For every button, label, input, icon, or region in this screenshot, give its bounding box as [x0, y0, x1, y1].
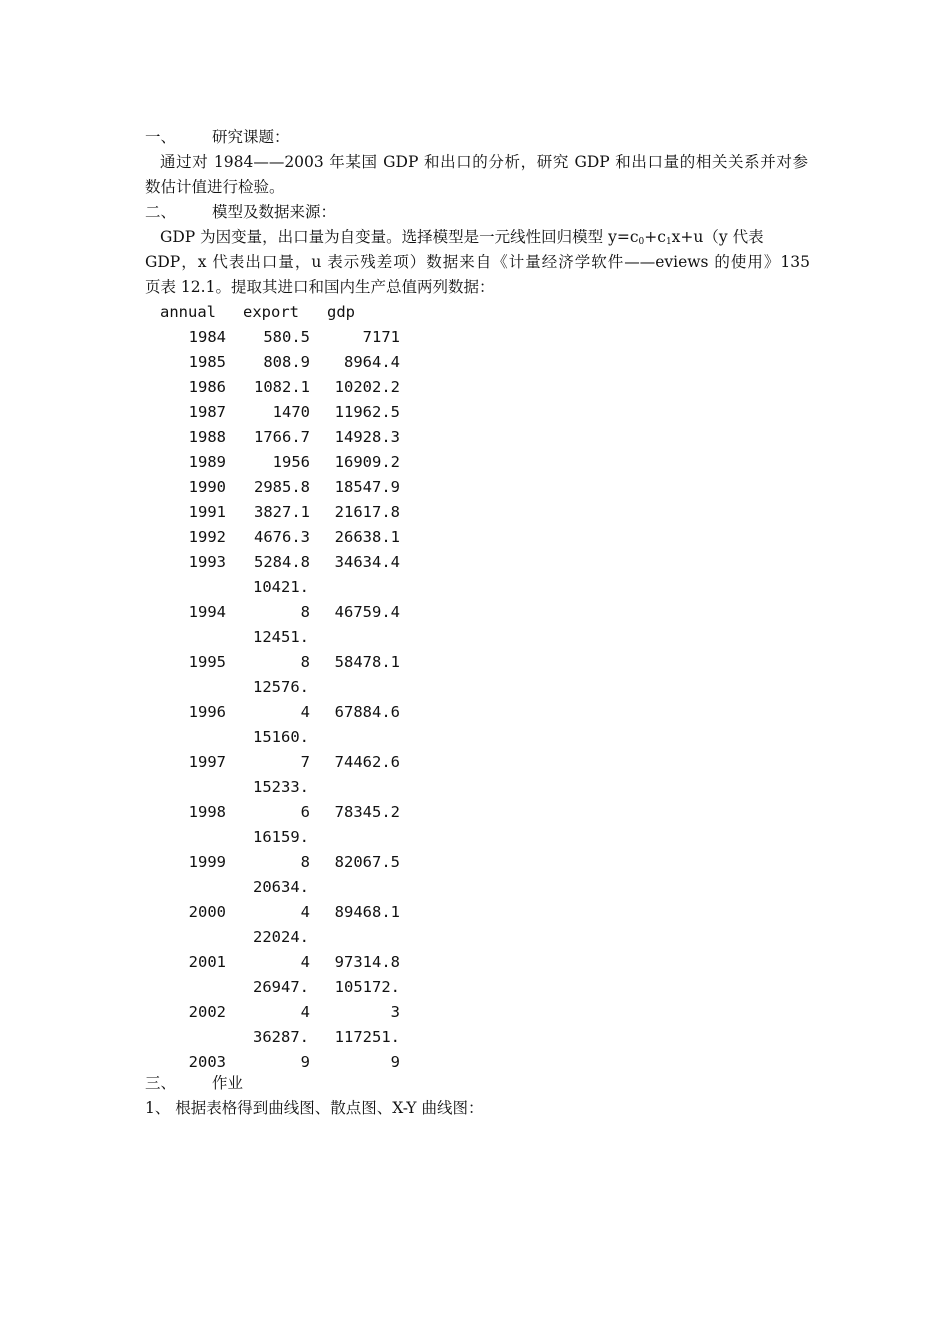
gdp-cell: 14928.3	[334, 428, 400, 446]
section-2-paragraph-line-3: 页表 12.1。提取其进口和国内生产总值两列数据：	[145, 278, 495, 296]
year-cell: 1993	[188, 553, 226, 571]
export-cell: 808.9	[263, 353, 310, 371]
model-text-a: GDP 为因变量，出口量为自变量。选择模型是一元线性回归模型 y=c	[160, 228, 639, 246]
export-cell: 8	[300, 653, 310, 671]
table-row	[145, 900, 445, 925]
table-row	[145, 400, 445, 425]
year-cell: 1986	[188, 378, 226, 396]
export-cell-wrapped: 10421.	[253, 578, 309, 596]
section-2-title: 模型及数据来源：	[212, 203, 337, 221]
gdp-cell: 78345.2	[334, 803, 400, 821]
gdp-cell: 67884.6	[334, 703, 400, 721]
export-cell-wrapped: 12451.	[253, 628, 309, 646]
year-cell: 1991	[188, 503, 226, 521]
gdp-cell-wrapped: 117251.	[334, 1028, 400, 1046]
table-row-wrap-line	[145, 675, 445, 700]
table-row-wrap-line	[145, 1025, 445, 1050]
table-row-wrap-line	[145, 725, 445, 750]
section-1-title: 研究课题：	[212, 128, 290, 146]
export-cell: 4	[300, 953, 310, 971]
table-row	[145, 750, 445, 775]
export-cell: 4676.3	[254, 528, 310, 546]
export-cell-wrapped: 16159.	[253, 828, 309, 846]
gdp-cell: 34634.4	[334, 553, 400, 571]
table-row	[145, 450, 445, 475]
table-row	[145, 650, 445, 675]
export-cell: 4	[300, 703, 310, 721]
header-annual: annual	[160, 303, 216, 321]
gdp-cell: 82067.5	[334, 853, 400, 871]
export-cell: 1766.7	[254, 428, 310, 446]
table-row	[145, 950, 445, 975]
year-cell: 1989	[188, 453, 226, 471]
gdp-cell: 89468.1	[334, 903, 400, 921]
gdp-cell: 9	[390, 1053, 400, 1071]
year-cell: 1987	[188, 403, 226, 421]
export-cell-wrapped: 15233.	[253, 778, 309, 796]
export-cell-wrapped: 12576.	[253, 678, 309, 696]
year-cell: 1992	[188, 528, 226, 546]
section-3-heading	[145, 1071, 810, 1096]
header-gdp: gdp	[327, 303, 355, 321]
year-cell: 2001	[188, 953, 226, 971]
table-row-wrap-line	[145, 825, 445, 850]
gdp-cell: 3	[390, 1003, 400, 1021]
gdp-cell: 58478.1	[334, 653, 400, 671]
table-row	[145, 850, 445, 875]
year-cell: 1988	[188, 428, 226, 446]
section-2-number: 二、	[145, 203, 177, 221]
year-cell: 2003	[188, 1053, 226, 1071]
export-cell: 580.5	[263, 328, 310, 346]
section-3-number: 三、	[145, 1074, 177, 1092]
table-row	[145, 1000, 445, 1025]
year-cell: 1997	[188, 753, 226, 771]
export-cell: 9	[300, 1053, 310, 1071]
subscript-0: 0	[638, 237, 645, 247]
section-1-paragraph-line-1: 通过对 1984——2003 年某国 GDP 和出口的分析，研究 GDP 和出口量的相关关系并对参	[160, 153, 808, 171]
export-cell: 6	[300, 803, 310, 821]
table-row-wrap-line	[145, 575, 445, 600]
table-row	[145, 700, 445, 725]
export-cell: 5284.8	[254, 553, 310, 571]
gdp-cell: 16909.2	[334, 453, 400, 471]
gdp-cell: 8964.4	[344, 353, 400, 371]
export-cell-wrapped: 36287.	[253, 1028, 309, 1046]
export-cell: 1470	[272, 403, 310, 421]
export-cell: 3827.1	[254, 503, 310, 521]
export-cell-wrapped: 20634.	[253, 878, 309, 896]
section-3-item-1: 1、 根据表格得到曲线图、散点图、X-Y 曲线图：	[145, 1099, 484, 1117]
table-row	[145, 600, 445, 625]
year-cell: 1996	[188, 703, 226, 721]
export-cell: 8	[300, 603, 310, 621]
export-cell-wrapped: 22024.	[253, 928, 309, 946]
export-cell: 1956	[272, 453, 310, 471]
export-cell: 4	[300, 903, 310, 921]
gdp-cell: 11962.5	[334, 403, 400, 421]
table-row	[145, 800, 445, 825]
export-cell-wrapped: 26947.	[253, 978, 309, 996]
gdp-cell: 97314.8	[334, 953, 400, 971]
year-cell: 1999	[188, 853, 226, 871]
table-row-wrap-line	[145, 925, 445, 950]
table-header	[145, 300, 445, 325]
year-cell: 1984	[188, 328, 226, 346]
gdp-cell: 21617.8	[334, 503, 400, 521]
table-row	[145, 350, 445, 375]
table-body	[145, 325, 445, 1075]
data-table	[145, 300, 445, 1075]
section-3-title: 作业	[212, 1074, 244, 1092]
table-row-wrap-line	[145, 625, 445, 650]
table-row	[145, 325, 445, 350]
export-cell: 4	[300, 1003, 310, 1021]
gdp-cell: 18547.9	[334, 478, 400, 496]
gdp-cell: 46759.4	[334, 603, 400, 621]
table-row	[145, 550, 445, 575]
header-export: export	[243, 303, 299, 321]
table-row-wrap-line	[145, 775, 445, 800]
gdp-cell-wrapped: 105172.	[334, 978, 400, 996]
section-1-heading	[145, 125, 810, 150]
export-cell: 8	[300, 853, 310, 871]
table-row-wrap-line	[145, 975, 445, 1000]
table-row	[145, 500, 445, 525]
year-cell: 2002	[188, 1003, 226, 1021]
year-cell: 2000	[188, 903, 226, 921]
table-row	[145, 475, 445, 500]
gdp-cell: 74462.6	[334, 753, 400, 771]
export-cell: 7	[300, 753, 310, 771]
section-1-paragraph-line-2: 数估计值进行检验。	[145, 178, 285, 196]
section-2-paragraph-line-2: GDP，x 代表出口量，u 表示残差项）数据来自《计量经济学软件——eviews 的使用》135	[145, 253, 810, 271]
year-cell: 1995	[188, 653, 226, 671]
model-text-c: x+u（y 代表	[671, 228, 764, 246]
model-text-b: +c	[644, 228, 666, 246]
table-row	[145, 425, 445, 450]
gdp-cell: 26638.1	[334, 528, 400, 546]
export-cell: 2985.8	[254, 478, 310, 496]
table-row	[145, 525, 445, 550]
export-cell: 1082.1	[254, 378, 310, 396]
table-row	[145, 375, 445, 400]
year-cell: 1994	[188, 603, 226, 621]
table-row-wrap-line	[145, 875, 445, 900]
gdp-cell: 10202.2	[334, 378, 400, 396]
year-cell: 1985	[188, 353, 226, 371]
gdp-cell: 7171	[362, 328, 400, 346]
export-cell-wrapped: 15160.	[253, 728, 309, 746]
year-cell: 1998	[188, 803, 226, 821]
subscript-1: 1	[665, 237, 672, 247]
section-1-number: 一、	[145, 128, 177, 146]
year-cell: 1990	[188, 478, 226, 496]
section-2-heading	[145, 200, 810, 225]
